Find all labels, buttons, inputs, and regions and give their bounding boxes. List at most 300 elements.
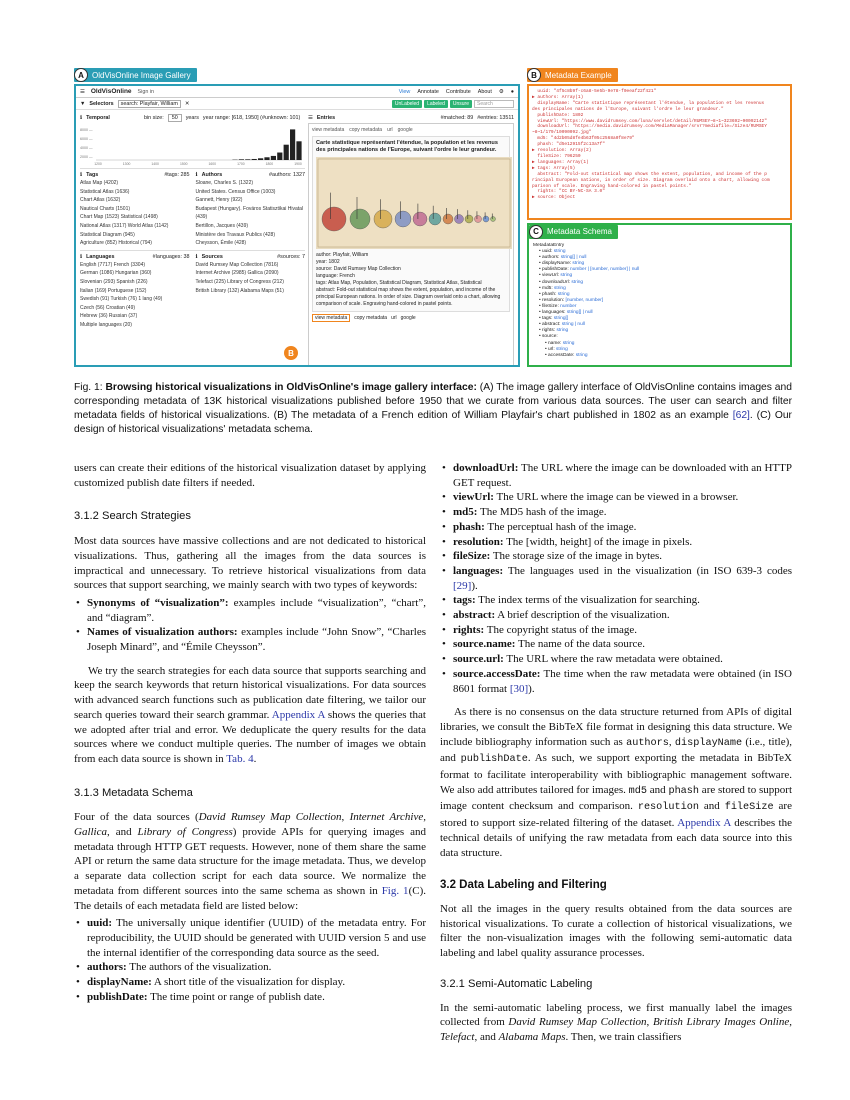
- panel-b-callout: [284, 346, 302, 360]
- list-item: [440, 637, 792, 652]
- list-item: [440, 505, 792, 520]
- tag-item[interactable]: Statistical Atlas (1636): [80, 188, 130, 195]
- citation-link[interactable]: [30]: [509, 682, 529, 695]
- json-line: ▶ resolution: Array(2): [532, 148, 592, 154]
- paragraph-text: . Then, we train classifiers: [565, 1030, 682, 1043]
- schema-key: uuid:: [542, 249, 553, 255]
- bullet: •: [539, 261, 543, 267]
- selectors-row: [76, 98, 518, 110]
- code-term: resolution: [637, 802, 699, 814]
- paragraph-text: (i.e., title), and: [440, 735, 793, 765]
- schema-key: phash:: [542, 291, 557, 297]
- view-metadata-link[interactable]: view metadata: [312, 127, 345, 133]
- field-term: displayName:: [87, 976, 152, 989]
- field-desc: The URL where the image can be viewed in a browser.: [493, 491, 739, 504]
- code-term: phash: [668, 785, 700, 797]
- field-term: md5:: [453, 506, 478, 519]
- tag-item[interactable]: Chart Atlas (1632): [80, 197, 121, 204]
- field-desc: The name of the data source.: [515, 638, 646, 651]
- json-line: ▶ source: Object: [532, 195, 576, 201]
- section-heading-3-1-3: 3.1.3 Metadata Schema: [74, 786, 193, 799]
- sources-list: [196, 261, 306, 295]
- source-item[interactable]: David Rumsey Map Collection (7816): [195, 261, 279, 268]
- citation-link[interactable]: [29]: [453, 579, 472, 592]
- field-desc: The storage size of the image in bytes.: [490, 550, 663, 563]
- matched-count: #matched: 89: [440, 115, 474, 121]
- json-line: ▶ authors: Array(1): [532, 94, 584, 100]
- list-item: [440, 608, 792, 623]
- list-item: [440, 652, 792, 667]
- histogram-bar[interactable]: [284, 145, 289, 160]
- histogram-bar[interactable]: [239, 159, 244, 160]
- authors-title: Authors: [201, 172, 223, 178]
- table-link[interactable]: Tab. 4: [226, 752, 254, 765]
- author-item[interactable]: Ministère des Travaux Publics (428): [195, 231, 275, 238]
- source-item[interactable]: Internet Archive (2985) Gallica (2090): [195, 270, 279, 277]
- schema-key: fileSize:: [542, 303, 559, 309]
- language-item[interactable]: Slovenian (293) Spanish (226): [80, 278, 148, 285]
- source-name: Telefact: [440, 1030, 475, 1043]
- json-line: fileSize: 796250: [532, 153, 581, 159]
- field-term: source.url:: [453, 653, 504, 666]
- tag-item[interactable]: Nautical Charts (1501): [80, 205, 131, 212]
- gallery-brand[interactable]: OldVisOnline: [90, 88, 132, 95]
- field-desc-end: ).: [528, 682, 535, 695]
- bullet: •: [539, 328, 543, 334]
- list-item: [440, 667, 792, 696]
- code-term: authors: [626, 737, 669, 749]
- code-term: publishDate: [460, 754, 528, 766]
- entry-actions-top: [312, 127, 510, 133]
- json-line: md5: "4d2b05d8fe4b63f05c2568a0f8e79": [532, 136, 635, 142]
- nation-circle: [350, 209, 370, 229]
- gallery-topbar: [76, 86, 518, 98]
- panel-b-callout-letter: B: [284, 346, 298, 360]
- nation-circle: [475, 216, 482, 223]
- section-heading-3-1-2: 3.1.2 Search Strategies: [74, 510, 191, 523]
- nation-circle: [429, 213, 441, 225]
- paragraph: Not all the images in the query results obtained from the data sources are historical visualizations. To curate a collection of historical visualizations, we filter the non-visualization images with the following semi-automatic data labeling and label quality assurance processes.: [440, 902, 792, 960]
- url-button[interactable]: url: [391, 315, 397, 321]
- sources-header: [196, 253, 306, 261]
- list-item: [440, 593, 792, 608]
- field-term: Synonyms of “visualization”:: [87, 596, 229, 609]
- x-tick: 1900: [294, 162, 302, 166]
- field-desc: The URL where the raw metadata were obtained.: [503, 653, 723, 666]
- panel-a-tag: [74, 68, 197, 82]
- language-item[interactable]: Swedish (91) Turkish (76) 1 lang (49): [80, 296, 163, 303]
- schema-field: [533, 353, 786, 359]
- field-desc: A short title of the visualization for display.: [151, 976, 346, 989]
- panel-b-label: Metadata Example: [545, 70, 612, 80]
- field-term: languages:: [453, 564, 504, 577]
- author-item[interactable]: United States. Census Office (1003): [195, 188, 276, 195]
- nav-view[interactable]: View: [398, 88, 411, 95]
- schema-type: string: [571, 279, 584, 285]
- schema-key: abstract:: [542, 322, 561, 328]
- histogram-bar[interactable]: [245, 159, 250, 160]
- json-line: rincipal European nations, in order of size. Diagram overlaid onto a chart, allowing com: [532, 177, 770, 183]
- x-tick: 1800: [265, 162, 274, 166]
- temporal-histogram[interactable]: [80, 122, 305, 166]
- unlabeled-button[interactable]: UnLabeled: [392, 100, 422, 108]
- schema-key: url:: [548, 346, 555, 352]
- schema-key: name:: [548, 340, 562, 346]
- field-term: tags:: [453, 594, 476, 607]
- selector-chip[interactable]: search: Playfair, William: [118, 100, 181, 108]
- field-term: uuid:: [87, 917, 113, 930]
- nation-circle: [491, 217, 496, 222]
- panel-a-label: OldVisOnline Image Gallery: [92, 70, 191, 80]
- nation-circle: [322, 207, 346, 231]
- paragraph-text: . As such, we support exporting the metadata in BibTeX format to facilitate interoperability with bibliographic management software. We also add attributes tailored for images.: [440, 752, 792, 796]
- source-name: Library of Congress: [137, 826, 233, 839]
- histogram-bars: [232, 129, 301, 160]
- json-line: downloadUrl: "https://media.davidrumsey.com/MediaManager/srvr?mediafile=/Size4/RUMSEY: [532, 124, 767, 130]
- json-line: ~8~1/179/10090092.jpg": [532, 130, 592, 136]
- panel-a-letter: A: [74, 68, 88, 82]
- info-icon: ℹ: [195, 253, 198, 260]
- google-button[interactable]: google: [400, 315, 416, 321]
- view-metadata-button[interactable]: view metadata: [312, 314, 350, 322]
- languages-list: [80, 261, 190, 330]
- paragraph-text: We try the search strategies for each data source that supports searching and keep the search keywords that return historical visualizations. For data sources with advanced search functions such as publication date filtering, we tailor our search queries toward their search grammar.: [74, 664, 426, 721]
- caption-citation[interactable]: [62]: [732, 410, 750, 421]
- author-item[interactable]: Bertillon, Jacques (439): [195, 222, 249, 229]
- separator: , and: [474, 1030, 499, 1043]
- field-desc-end: ).: [471, 579, 478, 592]
- tag-item[interactable]: Statistical Diagram (945): [80, 231, 135, 238]
- entry-caption: Carte statistique représentant l'étendue, la population et les revenus des principales nations de l'Europe, suivant l'ordre le leur grandeur.: [316, 140, 498, 153]
- field-term: viewUrl:: [453, 491, 494, 504]
- field-term: publishDate:: [87, 990, 148, 1003]
- separator: ,: [341, 811, 350, 824]
- tags-count: #tags: 285: [164, 172, 190, 178]
- bullet: •: [539, 255, 543, 261]
- list-item: [440, 535, 792, 550]
- labeled-button[interactable]: Labeled: [424, 100, 448, 108]
- source-name: David Rumsey Map Collection: [198, 811, 342, 824]
- bullet: •: [539, 322, 543, 328]
- metadata-line: language: French: [316, 273, 355, 279]
- separator: ,: [423, 811, 426, 824]
- nav-about[interactable]: About: [477, 88, 492, 95]
- field-list: [74, 916, 426, 1004]
- field-desc: The languages used in the visualization (in ISO 639-3 codes: [503, 564, 792, 577]
- list-item: [440, 490, 792, 505]
- appendix-link[interactable]: Appendix A: [677, 817, 731, 830]
- json-line: phash: "d5e12915f2c13a7f": [532, 142, 605, 148]
- info-icon: ℹ: [195, 172, 198, 178]
- list-item: [74, 916, 426, 960]
- entries-column: [308, 114, 514, 361]
- histogram-bar[interactable]: [252, 159, 257, 160]
- schema-type: string: [557, 291, 570, 297]
- y-tick: 8000 —: [80, 128, 93, 132]
- tag-item[interactable]: Atlas Map (4202): [80, 180, 119, 186]
- paragraph: users can create their editions of the historical visualization dataset by applying customized publish date filters if needed.: [74, 462, 426, 489]
- signin-link[interactable]: Sign in: [137, 88, 155, 95]
- paragraph-text: (C). The details of each metadata field are listed below:: [74, 884, 426, 912]
- settings-icon[interactable]: ⚙: [498, 88, 504, 95]
- separator: and: [698, 800, 725, 813]
- field-term: abstract:: [453, 609, 496, 622]
- bullet: •: [545, 346, 549, 352]
- metadata-example: [527, 84, 792, 220]
- panel-c-tag: [529, 225, 618, 239]
- source-name: British Library Images Online: [652, 1016, 790, 1029]
- keyword-list: [74, 596, 426, 655]
- languages-facet: [80, 253, 190, 330]
- source-name: Internet Archive: [349, 811, 424, 824]
- schema-list: [533, 243, 786, 359]
- separator: ,: [646, 1016, 653, 1029]
- search-input[interactable]: Search: [474, 100, 514, 108]
- field-desc: examples include “visualization”, “chart”, and “diagram”.: [87, 596, 426, 624]
- binsize-label: bin size:: [143, 115, 164, 121]
- copy-metadata-button[interactable]: copy metadata: [354, 315, 388, 321]
- left-column: [74, 461, 426, 1005]
- list-item: [440, 623, 792, 638]
- json-line: publishDate: 1802: [532, 112, 584, 118]
- field-term: fileSize:: [453, 550, 491, 563]
- paragraph-text: are stored to support size-related filtering of the dataset.: [440, 800, 792, 830]
- code-term: displayName: [674, 737, 743, 749]
- separator: and: [647, 783, 669, 796]
- panel-c-label: Metadata Schema: [547, 226, 612, 236]
- schema-type: string: [560, 273, 573, 279]
- list-item: [74, 990, 426, 1005]
- label-buttons: [392, 100, 514, 108]
- author-item[interactable]: Sloane, Charles S. (1322): [195, 180, 254, 186]
- authors-list: [196, 179, 306, 248]
- list-item: [74, 596, 426, 625]
- figure-link[interactable]: Fig. 1: [381, 884, 409, 897]
- metadata-line: tags: Atlas Map, Population, Statistical Diagram, Statistical Atlas, Statistical: [316, 280, 482, 286]
- histogram-bar[interactable]: [277, 153, 282, 160]
- entry-actions-bottom: [312, 314, 510, 322]
- schema-type: string: [556, 328, 569, 334]
- list-item: [440, 564, 792, 593]
- bullet: •: [539, 273, 543, 279]
- language-item[interactable]: Czech (56) Croatian (49): [80, 304, 136, 311]
- source-name: David Rumsey Map Collection: [508, 1016, 647, 1029]
- top-nav: [399, 89, 514, 95]
- google-link[interactable]: google: [397, 127, 413, 133]
- metadata-line: source: David Rumsey Map Collection: [316, 266, 401, 272]
- unsure-button[interactable]: Unsure: [450, 100, 472, 108]
- paragraph-text: In the semi-automatic labeling process, we first manually label the images collected from: [440, 1001, 792, 1029]
- caption-text: (A) The image gallery interface of OldVisOnline contains images and corresponding metadata of 13K historical visualizations published before 1950 that we curate from various data sources. The user can search and filter metadata fields of historical visualizations. (B) The metadata of a French edition of William Playfair's chart published in 1802 as an example: [74, 382, 792, 421]
- paragraph-text: ) provide APIs for querying images and metadata through HTTP GET requests. However, none of them share the same API or return the same data structure for the image metadata. Thus, we develop a separate data collection script for each data source. We normalize the metadata from different sources into the same schema as shown in: [74, 826, 426, 897]
- json-line: ▶ languages: Array(1): [532, 159, 589, 165]
- code-term: fileSize: [724, 802, 774, 814]
- selectors-label: Selectors: [89, 100, 114, 107]
- list-item: [440, 520, 792, 535]
- field-term: source.name:: [453, 638, 516, 651]
- schema-key: resolution:: [542, 297, 565, 303]
- paragraph: Most data sources have massive collections and are not dedicated to historical visualizations. Thus, gathering all the images from the data sources is impractical and unnecessary. To retrieve historical visualizations from data sources that support searching, we mainly search with two types of keywords:: [74, 535, 426, 592]
- url-link[interactable]: url: [387, 127, 393, 133]
- json-line: rights: "CC BY-NC-SA 3.0": [532, 189, 605, 195]
- author-item[interactable]: Gannett, Henry (922): [195, 197, 243, 204]
- author-item[interactable]: Cheysson, Émile (428): [195, 240, 247, 247]
- bullet: •: [539, 249, 543, 255]
- language-item[interactable]: Italian (169) Portuguese (152): [80, 287, 147, 294]
- bullet: •: [539, 310, 543, 316]
- languages-count: #languages: 38: [152, 253, 190, 260]
- metadata-line: year: 1802: [316, 259, 340, 265]
- bullet: •: [539, 291, 543, 297]
- schema-key: source:: [542, 334, 558, 340]
- schema-type: string: [572, 261, 585, 267]
- language-item[interactable]: English (7717) French (3304): [80, 261, 146, 268]
- list-item: [440, 461, 792, 490]
- facets-row-1: [80, 171, 305, 248]
- language-item[interactable]: Multiple languages (20): [80, 321, 132, 328]
- list-item: [440, 549, 792, 564]
- sources-count: #sources: 7: [277, 253, 305, 260]
- source-item[interactable]: British Library (132) Alabama Maps (51): [195, 287, 284, 294]
- bullet: •: [539, 334, 543, 340]
- nation-circle: [374, 210, 392, 228]
- x-tick: 1200: [94, 162, 102, 166]
- schema-key: publishDate:: [542, 267, 569, 273]
- authors-facet: [196, 171, 306, 248]
- paragraph-text: shows the queries that we adopted after trial and error. We deduplicate the query results for the data sources where we conduct multiple queries. The number of images we obtain from each data source is shown in: [74, 708, 426, 765]
- right-column: [440, 461, 792, 1045]
- histogram-bar[interactable]: [296, 141, 301, 160]
- y-tick: 2000 —: [80, 155, 93, 159]
- schema-key: MetadataEntry: [533, 243, 565, 248]
- copy-metadata-link[interactable]: copy metadata: [349, 127, 383, 133]
- field-desc: The authors of the visualization.: [126, 961, 272, 974]
- paragraph: [440, 705, 792, 860]
- tags-header: [80, 171, 190, 179]
- temporal-header: [80, 114, 305, 122]
- field-desc: The universally unique identifier (UUID) of the metadata entry. For reproducibility, the UUID should be generated with UUID version 5 and use the internal identifier of the corresponding data source as the seed.: [87, 917, 426, 959]
- field-desc: The time when the raw metadata were obtained (in ISO 8601 format: [453, 667, 792, 695]
- authors-header: [196, 171, 306, 179]
- entries-count: #entries: 13511: [477, 115, 514, 121]
- github-icon[interactable]: ●: [510, 88, 514, 95]
- sources-facet: [196, 253, 306, 330]
- filter-icon: ▼: [80, 100, 86, 107]
- tags-list: [80, 179, 190, 248]
- paragraph-text: As there is no consensus on the data structure returned from APIs of digital libraries, we consult the BibTeX file format in designing this data structure. We include bibliography information such as: [440, 706, 792, 748]
- caption-text-end: . (C) Our design of historical visualizations' metadata schema.: [74, 410, 792, 435]
- schema-type: [number, number]: [565, 297, 604, 303]
- json-line: uuid: "4f5c8b9f-c6a8-5e5b-9e78-f0eeaf22f421": [532, 89, 657, 94]
- caption-bold: Browsing historical visualizations in OldVisOnline's image gallery interface:: [105, 382, 477, 393]
- bullet: •: [539, 316, 543, 322]
- years-label: years: [185, 115, 199, 121]
- list-item: [74, 975, 426, 990]
- binsize-input[interactable]: 50: [168, 114, 182, 122]
- bullet: •: [539, 297, 543, 303]
- field-term: rights:: [453, 623, 485, 636]
- entries-title: Entries: [316, 115, 336, 121]
- histogram-bar[interactable]: [290, 129, 295, 160]
- list-item: [74, 625, 426, 654]
- json-line: abstract: "Fold-out statistical map shows the extent, population, and income of the p: [532, 171, 767, 177]
- field-term: source.accessDate:: [453, 667, 541, 680]
- x-tick: 1300: [122, 162, 131, 166]
- schema-key: viewUrl:: [542, 273, 560, 279]
- tag-item[interactable]: National Atlas (1317) World Atlas (1142): [80, 222, 169, 229]
- tag-item[interactable]: Agriculture (852) Historical (794): [80, 240, 152, 247]
- menu-icon[interactable]: ☰: [80, 88, 85, 95]
- nav-annotate[interactable]: Annotate: [417, 88, 439, 95]
- author-item[interactable]: Budapest (Hungary). Fováros Statisztikai Hivatal (439): [195, 205, 304, 221]
- metadata-schema: [527, 223, 792, 367]
- section-heading-3-2: 3.2 Data Labeling and Filtering: [440, 879, 607, 892]
- panel-b-letter: B: [527, 68, 541, 82]
- y-tick: 4000 —: [80, 146, 93, 150]
- schema-type: number | [number, number] | null: [570, 267, 640, 273]
- field-desc: The [width, height] of the image in pixels.: [503, 535, 693, 548]
- histogram-bar[interactable]: [258, 158, 263, 160]
- tags-facet: [80, 171, 190, 248]
- field-list: [440, 461, 792, 696]
- visualization-thumbnail[interactable]: [316, 157, 512, 249]
- x-tick: 1400: [151, 162, 159, 166]
- language-item[interactable]: Hebrew (36) Russian (37): [80, 313, 138, 320]
- json-line: viewUrl: "https://www.davidrumsey.com/luna/servlet/detail/RUMSEY~8~1~323692~90092142": [532, 118, 767, 124]
- authors-count: #authors: 1327: [269, 172, 305, 178]
- json-line: parison of scale. Engraving hand-colored in pastel points.": [532, 183, 692, 189]
- separator: ,: [789, 1016, 792, 1029]
- close-icon[interactable]: ✕: [184, 100, 190, 107]
- field-desc: The MD5 hash of the image.: [477, 506, 607, 519]
- entries-header: [308, 114, 514, 122]
- languages-header: [80, 253, 190, 261]
- info-icon: ℹ: [80, 253, 83, 260]
- metadata-line: abstract: Fold-out statistical map shows the extent, population, and income of the principal European nations. In order of size. Diagram overlaid onto a chart, allowing comparison of scale. Engraving hand-colored in pastel points.: [316, 287, 501, 307]
- nav-contribute[interactable]: Contribute: [445, 88, 471, 95]
- paragraph: [440, 1001, 792, 1045]
- histogram-bar[interactable]: [264, 157, 269, 160]
- language-item[interactable]: German (1086) Hungarian (360): [80, 270, 152, 277]
- sources-title: Sources: [201, 253, 223, 260]
- schema-key: authors:: [542, 255, 560, 261]
- histogram-bar[interactable]: [271, 156, 276, 160]
- schema-type: string: [556, 346, 568, 352]
- x-tick: 1600: [208, 162, 217, 166]
- schema-key: downloadUrl:: [542, 279, 571, 285]
- paragraph-text: .: [253, 752, 257, 765]
- source-item[interactable]: Telefact (225) Library of Congress (212): [195, 278, 284, 285]
- schema-key: md5:: [542, 285, 553, 291]
- separator: ,: [668, 735, 675, 748]
- json-line: displayName: "Carte statistique représentant l'étendue, la population et les revenus: [532, 100, 765, 106]
- paragraph: [74, 810, 426, 913]
- bullet: •: [539, 285, 543, 291]
- field-term: authors:: [87, 961, 127, 974]
- info-icon: ℹ: [80, 172, 83, 178]
- x-tick: 1700: [237, 162, 245, 166]
- caption-label: Fig. 1:: [74, 382, 103, 393]
- tags-title: Tags: [86, 172, 99, 178]
- bullet: •: [545, 340, 549, 346]
- tag-item[interactable]: Chart Map (1523) Statistical (1498): [80, 214, 158, 221]
- schema-type: string: [554, 285, 566, 291]
- schema-key: accessDate:: [548, 352, 575, 358]
- field-desc: The index terms of the visualization for searching.: [475, 594, 700, 607]
- panel-b-tag: [527, 68, 618, 82]
- nation-circle: [455, 215, 464, 224]
- appendix-link[interactable]: Appendix A: [271, 708, 325, 721]
